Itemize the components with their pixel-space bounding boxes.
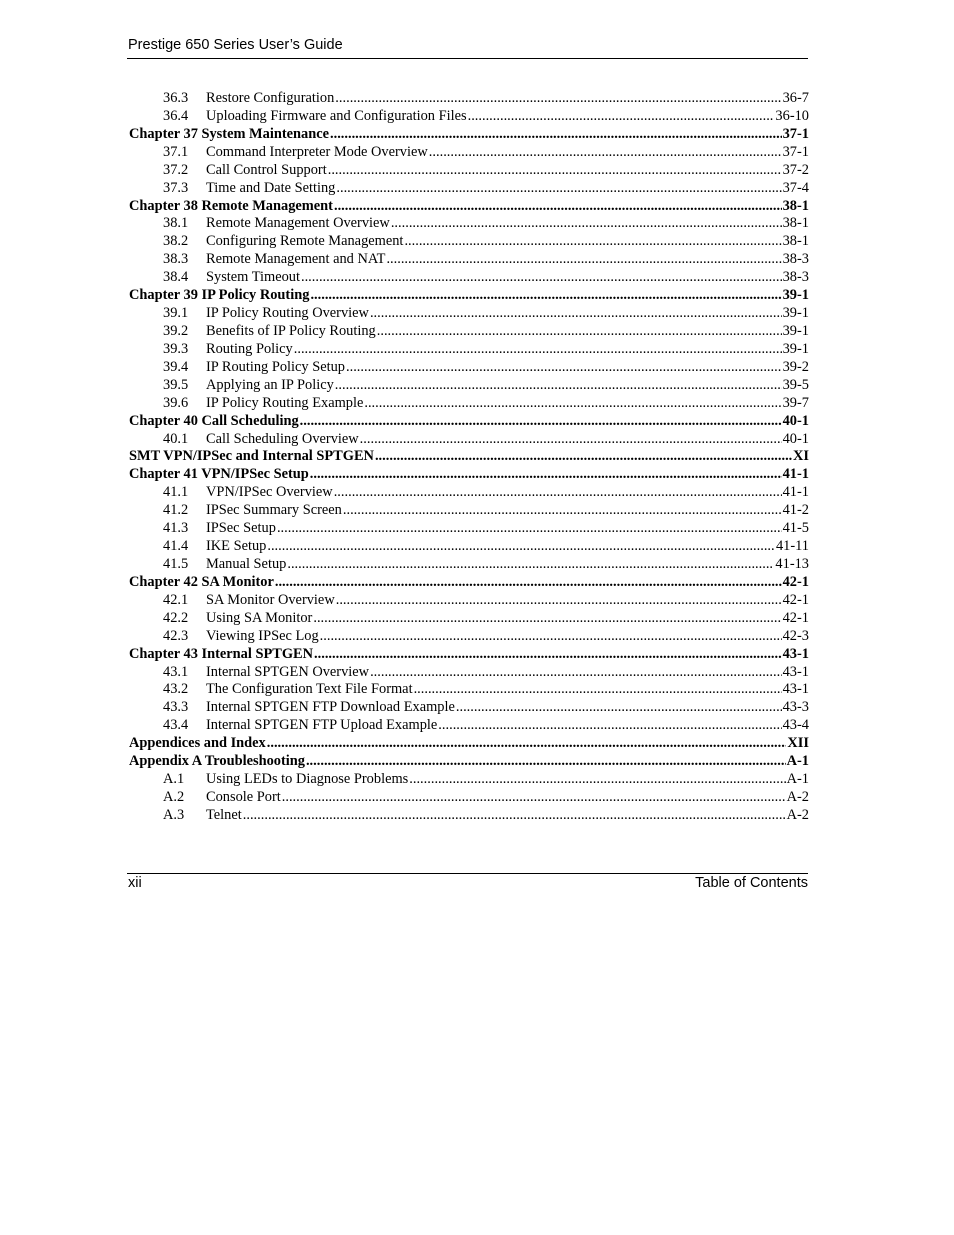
toc-section-number: 41.4 bbox=[163, 538, 189, 555]
running-header: Prestige 650 Series User’s Guide bbox=[128, 37, 343, 53]
toc-section-number: A.1 bbox=[163, 771, 185, 788]
toc-dot-leader bbox=[456, 699, 782, 717]
toc-entry-title: Chapter 41 VPN/IPSec Setup bbox=[129, 466, 309, 483]
toc-chapter-entry[interactable] bbox=[129, 198, 809, 216]
toc-dot-leader bbox=[409, 771, 785, 789]
toc-chapter-entry[interactable] bbox=[129, 735, 809, 753]
toc-entry-title: Benefits of IP Policy Routing bbox=[206, 322, 376, 339]
toc-dot-leader bbox=[267, 538, 775, 556]
toc-page-number: 43-1 bbox=[782, 645, 809, 662]
toc-section-entry[interactable] bbox=[129, 90, 809, 108]
toc-section-number: 42.1 bbox=[163, 591, 189, 608]
toc-dot-leader bbox=[438, 717, 781, 735]
toc-dot-leader bbox=[375, 448, 792, 466]
toc-page-number: XII bbox=[787, 735, 809, 752]
toc-page-number: 39-2 bbox=[782, 358, 809, 375]
toc-section-entry[interactable] bbox=[129, 664, 809, 682]
toc-page-number: 41-1 bbox=[782, 484, 809, 501]
toc-dot-leader bbox=[267, 735, 787, 753]
toc-page-number: 38-1 bbox=[782, 215, 809, 232]
toc-page-number: 39-1 bbox=[782, 322, 809, 339]
toc-page-number: 38-1 bbox=[782, 197, 809, 214]
toc-entry-title: SA Monitor Overview bbox=[206, 591, 335, 608]
toc-section-entry[interactable] bbox=[129, 395, 809, 413]
toc-page-number: 43-1 bbox=[782, 663, 809, 680]
toc-chapter-entry[interactable] bbox=[129, 574, 809, 592]
toc-dot-leader bbox=[336, 592, 782, 610]
toc-section-number: 37.1 bbox=[163, 143, 189, 160]
toc-section-entry[interactable] bbox=[129, 233, 809, 251]
toc-section-entry[interactable] bbox=[129, 162, 809, 180]
toc-page-number: 42-1 bbox=[782, 573, 809, 590]
toc-page-number: 41-2 bbox=[782, 502, 809, 519]
toc-section-entry[interactable] bbox=[129, 341, 809, 359]
toc-entry-title: Chapter 39 IP Policy Routing bbox=[129, 287, 310, 304]
toc-section-number: 42.2 bbox=[163, 609, 189, 626]
toc-section-entry[interactable] bbox=[129, 323, 809, 341]
toc-chapter-entry[interactable] bbox=[129, 287, 809, 305]
footer-page-number: xii bbox=[128, 875, 142, 891]
toc-section-entry[interactable] bbox=[129, 502, 809, 520]
toc-page-number: A-2 bbox=[786, 788, 809, 805]
toc-dot-leader bbox=[306, 753, 786, 771]
toc-dot-leader bbox=[414, 681, 782, 699]
toc-section-number: 43.3 bbox=[163, 699, 189, 716]
toc-section-entry[interactable] bbox=[129, 359, 809, 377]
toc-section-entry[interactable] bbox=[129, 592, 809, 610]
toc-entry-title: Appendices and Index bbox=[129, 735, 266, 752]
footer-rule bbox=[127, 873, 808, 874]
toc-page-number: A-1 bbox=[786, 753, 809, 770]
toc-chapter-entry[interactable] bbox=[129, 448, 809, 466]
toc-page-number: 41-13 bbox=[775, 555, 809, 572]
toc-dot-leader bbox=[328, 162, 782, 180]
toc-dot-leader bbox=[287, 556, 774, 574]
toc-page-number: 42-3 bbox=[782, 627, 809, 644]
toc-page-number: 42-1 bbox=[782, 591, 809, 608]
toc-dot-leader bbox=[334, 198, 782, 216]
toc-dot-leader bbox=[275, 574, 782, 592]
toc-section-number: 36.3 bbox=[163, 90, 189, 106]
toc-entry-title: Appendix A Troubleshooting bbox=[129, 753, 305, 770]
toc-section-number: 39.6 bbox=[163, 394, 189, 411]
toc-section-number: 40.1 bbox=[163, 430, 189, 447]
toc-dot-leader bbox=[243, 807, 786, 825]
toc-page-number: 36-10 bbox=[775, 107, 809, 124]
toc-section-number: 38.3 bbox=[163, 251, 189, 268]
toc-section-number: A.3 bbox=[163, 806, 185, 823]
toc-page-number: 41-11 bbox=[775, 538, 809, 555]
toc-entry-title: IP Policy Routing Overview bbox=[206, 305, 369, 322]
toc-entry-title: Chapter 37 System Maintenance bbox=[129, 125, 329, 142]
toc-section-number: 43.4 bbox=[163, 717, 189, 734]
toc-dot-leader bbox=[377, 323, 782, 341]
toc-entry-title: Chapter 43 Internal SPTGEN bbox=[129, 645, 314, 662]
toc-section-entry[interactable] bbox=[129, 807, 809, 825]
toc-entry-title: Viewing IPSec Log bbox=[206, 627, 319, 644]
toc-dot-leader bbox=[335, 90, 781, 108]
toc-entry-title: Chapter 40 Call Scheduling bbox=[129, 412, 299, 429]
toc-section-number: 39.3 bbox=[163, 340, 189, 357]
toc-entry-title: Remote Management Overview bbox=[206, 215, 390, 232]
toc-entry-title: Chapter 38 Remote Management bbox=[129, 197, 333, 214]
toc-page-number: 39-1 bbox=[782, 340, 809, 357]
toc-entry-title: Telnet bbox=[206, 806, 242, 823]
toc-page-number: 43-3 bbox=[782, 699, 809, 716]
toc-page-number: 43-1 bbox=[782, 681, 809, 698]
toc-page-number: XI bbox=[793, 448, 809, 465]
toc-dot-leader bbox=[404, 233, 781, 251]
toc-page-number: A-1 bbox=[786, 771, 809, 788]
toc-page-number: A-2 bbox=[786, 806, 809, 823]
toc-dot-leader bbox=[360, 431, 782, 449]
toc-page-number: 37-1 bbox=[782, 125, 809, 142]
toc-section-number: 39.2 bbox=[163, 322, 189, 339]
toc-section-entry[interactable] bbox=[129, 484, 809, 502]
toc-section-number: 43.1 bbox=[163, 663, 189, 680]
toc-section-entry[interactable] bbox=[129, 108, 809, 126]
toc-entry-title: Using LEDs to Diagnose Problems bbox=[206, 771, 409, 788]
toc-dot-leader bbox=[301, 269, 782, 287]
toc-entry-title: Applying an IP Policy bbox=[206, 376, 334, 393]
toc-entry-title: Routing Policy bbox=[206, 340, 293, 357]
toc-dot-leader bbox=[277, 520, 782, 538]
toc-entry-title: IP Policy Routing Example bbox=[206, 394, 364, 411]
toc-section-entry[interactable] bbox=[129, 377, 809, 395]
toc-page-number: 41-5 bbox=[782, 520, 809, 537]
toc-section-number: A.2 bbox=[163, 788, 185, 805]
toc-section-entry[interactable] bbox=[129, 556, 809, 574]
toc-section-number: 41.1 bbox=[163, 484, 189, 501]
toc-entry-title: IPSec Setup bbox=[206, 520, 276, 537]
toc-page-number: 39-1 bbox=[782, 287, 809, 304]
toc-section-number: 41.3 bbox=[163, 520, 189, 537]
toc-dot-leader bbox=[334, 484, 782, 502]
toc-entry-title: VPN/IPSec Overview bbox=[206, 484, 333, 501]
toc-entry-title: Call Control Support bbox=[206, 161, 327, 178]
table-of-contents bbox=[129, 90, 809, 825]
toc-entry-title: Console Port bbox=[206, 788, 281, 805]
toc-chapter-entry[interactable] bbox=[129, 753, 809, 771]
toc-dot-leader bbox=[294, 341, 782, 359]
toc-dot-leader bbox=[300, 413, 782, 431]
toc-entry-title: Time and Date Setting bbox=[206, 179, 336, 196]
header-rule bbox=[127, 58, 808, 59]
toc-section-entry[interactable] bbox=[129, 269, 809, 287]
toc-dot-leader bbox=[370, 664, 782, 682]
toc-entry-title: IP Routing Policy Setup bbox=[206, 358, 345, 375]
toc-entry-title: The Configuration Text File Format bbox=[206, 681, 413, 698]
toc-entry-title: Manual Setup bbox=[206, 555, 287, 572]
toc-dot-leader bbox=[313, 610, 781, 628]
toc-entry-title: IPSec Summary Screen bbox=[206, 502, 342, 519]
toc-section-number: 43.2 bbox=[163, 681, 189, 698]
toc-dot-leader bbox=[370, 305, 782, 323]
toc-page-number: 37-4 bbox=[782, 179, 809, 196]
toc-dot-leader bbox=[330, 126, 782, 144]
toc-entry-title: Configuring Remote Management bbox=[206, 233, 404, 250]
toc-section-entry[interactable] bbox=[129, 431, 809, 449]
toc-section-number: 41.2 bbox=[163, 502, 189, 519]
toc-chapter-entry[interactable] bbox=[129, 413, 809, 431]
toc-entry-title: Chapter 42 SA Monitor bbox=[129, 573, 274, 590]
toc-dot-leader bbox=[343, 502, 782, 520]
toc-section-entry[interactable] bbox=[129, 520, 809, 538]
toc-chapter-entry[interactable] bbox=[129, 126, 809, 144]
toc-page-number: 41-1 bbox=[782, 466, 809, 483]
toc-page-number: 37-2 bbox=[782, 161, 809, 178]
toc-entry-title: SMT VPN/IPSec and Internal SPTGEN bbox=[129, 448, 374, 465]
toc-entry-title: Using SA Monitor bbox=[206, 609, 313, 626]
toc-chapter-entry[interactable] bbox=[129, 646, 809, 664]
toc-entry-title: System Timeout bbox=[206, 269, 300, 286]
toc-entry-title: Internal SPTGEN FTP Download Example bbox=[206, 699, 455, 716]
toc-section-entry[interactable] bbox=[129, 699, 809, 717]
toc-entry-title: Remote Management and NAT bbox=[206, 251, 386, 268]
toc-entry-title: Command Interpreter Mode Overview bbox=[206, 143, 428, 160]
toc-entry-title: Call Scheduling Overview bbox=[206, 430, 359, 447]
toc-dot-leader bbox=[314, 646, 782, 664]
toc-entry-title: Internal SPTGEN Overview bbox=[206, 663, 370, 680]
toc-section-entry[interactable] bbox=[129, 771, 809, 789]
toc-dot-leader bbox=[391, 215, 782, 233]
toc-page-number: 39-1 bbox=[782, 305, 809, 322]
toc-section-number: 37.3 bbox=[163, 179, 189, 196]
toc-page-number: 43-4 bbox=[782, 717, 809, 734]
toc-dot-leader bbox=[346, 359, 782, 377]
toc-page-number: 37-1 bbox=[782, 143, 809, 160]
footer-section-title: Table of Contents bbox=[695, 875, 808, 891]
toc-page-number: 36-7 bbox=[782, 90, 809, 106]
toc-dot-leader bbox=[282, 789, 786, 807]
toc-page-number: 38-1 bbox=[782, 233, 809, 250]
toc-dot-leader bbox=[320, 628, 782, 646]
toc-section-entry[interactable] bbox=[129, 180, 809, 198]
toc-dot-leader bbox=[468, 108, 775, 126]
toc-section-entry[interactable] bbox=[129, 144, 809, 162]
toc-section-number: 39.1 bbox=[163, 305, 189, 322]
toc-dot-leader bbox=[386, 251, 781, 269]
toc-entry-title: Uploading Firmware and Configuration Files bbox=[206, 107, 467, 124]
toc-entry-title: IKE Setup bbox=[206, 538, 267, 555]
toc-section-number: 38.4 bbox=[163, 269, 189, 286]
toc-entry-title: Internal SPTGEN FTP Upload Example bbox=[206, 717, 438, 734]
toc-dot-leader bbox=[364, 395, 781, 413]
toc-section-entry[interactable] bbox=[129, 215, 809, 233]
toc-section-number: 39.5 bbox=[163, 376, 189, 393]
toc-page-number: 38-3 bbox=[782, 269, 809, 286]
toc-page-number: 38-3 bbox=[782, 251, 809, 268]
toc-dot-leader bbox=[310, 287, 781, 305]
toc-section-number: 38.1 bbox=[163, 215, 189, 232]
toc-page-number: 40-1 bbox=[782, 412, 809, 429]
toc-section-entry[interactable] bbox=[129, 628, 809, 646]
toc-section-number: 39.4 bbox=[163, 358, 189, 375]
toc-section-entry[interactable] bbox=[129, 789, 809, 807]
toc-section-number: 38.2 bbox=[163, 233, 189, 250]
toc-section-entry[interactable] bbox=[129, 251, 809, 269]
toc-section-entry[interactable] bbox=[129, 681, 809, 699]
toc-section-number: 41.5 bbox=[163, 555, 189, 572]
toc-dot-leader bbox=[429, 144, 782, 162]
toc-chapter-entry[interactable] bbox=[129, 466, 809, 484]
toc-page-number: 42-1 bbox=[782, 609, 809, 626]
toc-page-number: 40-1 bbox=[782, 430, 809, 447]
toc-section-number: 42.3 bbox=[163, 627, 189, 644]
toc-section-entry[interactable] bbox=[129, 538, 809, 556]
toc-section-number: 36.4 bbox=[163, 107, 189, 124]
toc-page-number: 39-5 bbox=[782, 376, 809, 393]
toc-entry-title: Restore Configuration bbox=[206, 90, 335, 106]
toc-section-entry[interactable] bbox=[129, 610, 809, 628]
toc-page-number: 39-7 bbox=[782, 394, 809, 411]
toc-dot-leader bbox=[335, 377, 782, 395]
toc-dot-leader bbox=[336, 180, 781, 198]
toc-section-entry[interactable] bbox=[129, 717, 809, 735]
toc-dot-leader bbox=[310, 466, 782, 484]
toc-section-number: 37.2 bbox=[163, 161, 189, 178]
toc-section-entry[interactable] bbox=[129, 305, 809, 323]
